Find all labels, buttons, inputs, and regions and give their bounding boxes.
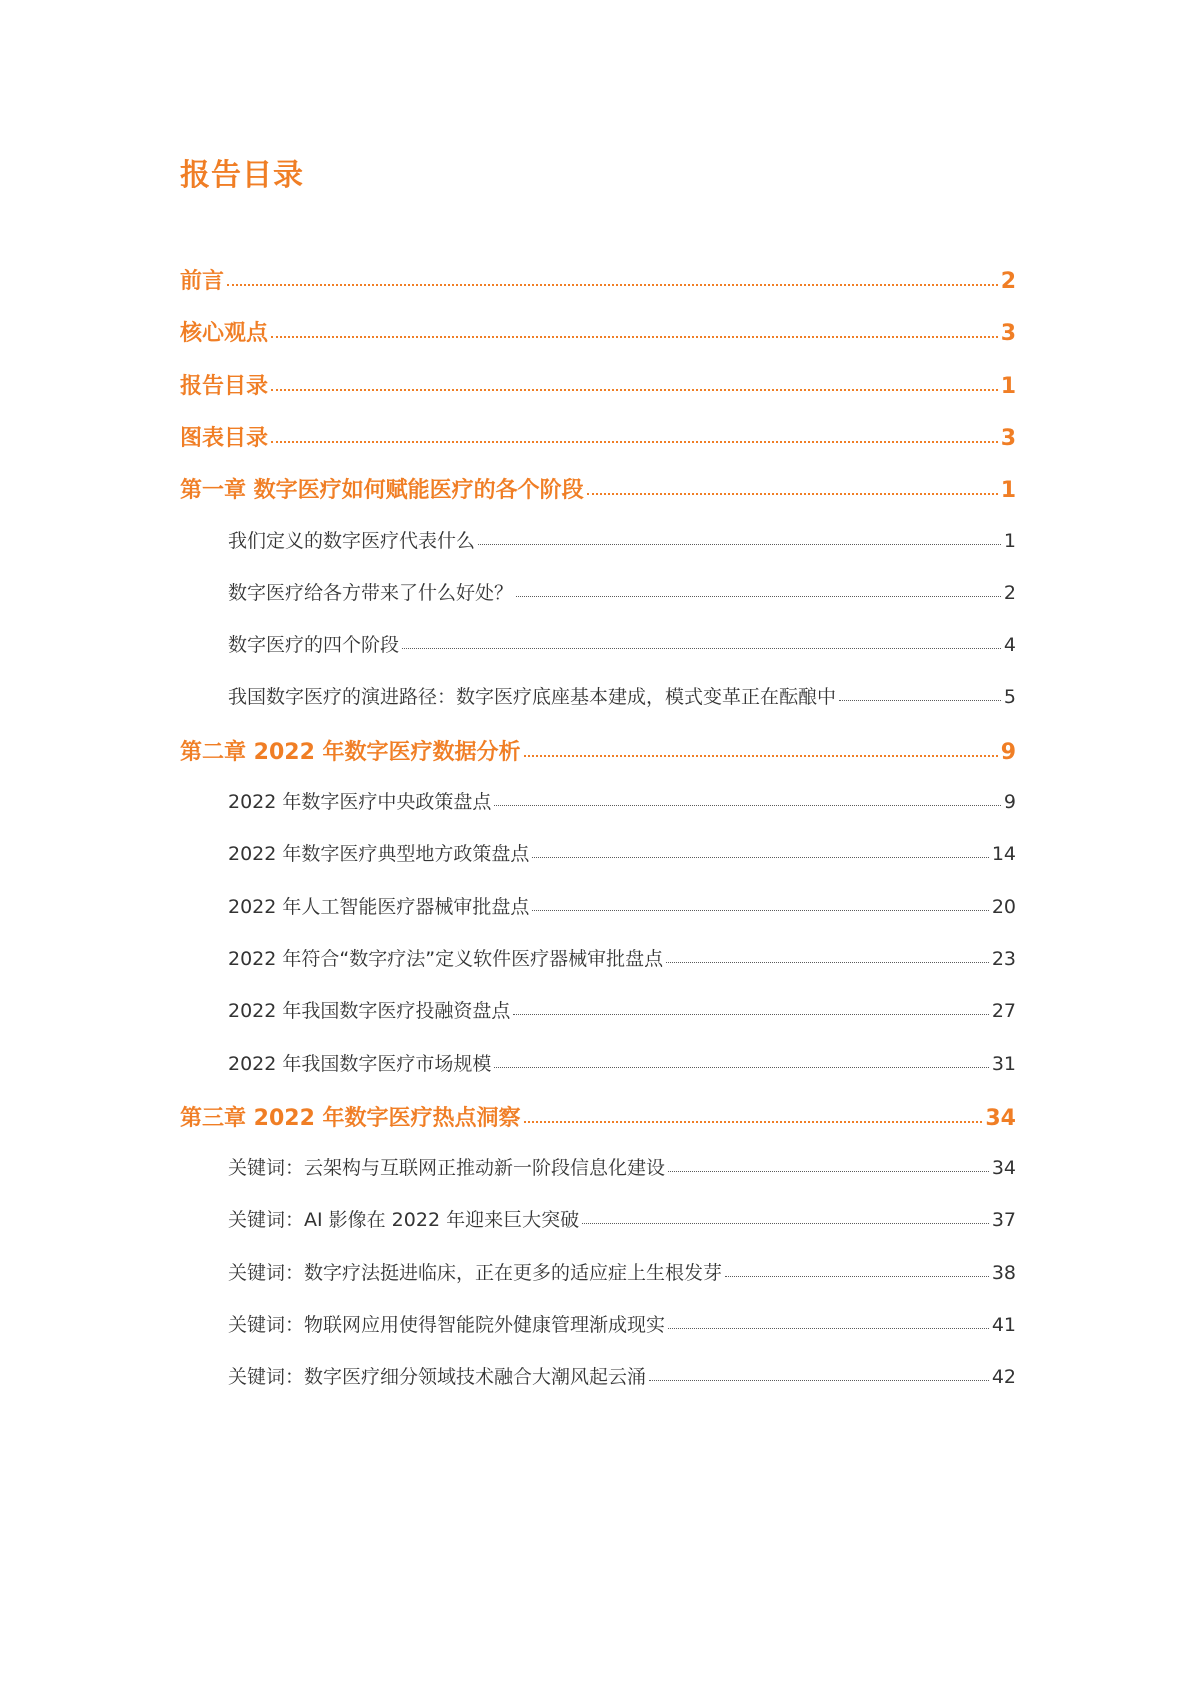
dot-leader [532, 910, 988, 911]
toc-entry-title: 我国数字医疗的演进路径：数字医疗底座基本建成，模式变革正在酝酿中 [228, 686, 837, 709]
toc-entry-page-number: 20 [991, 895, 1016, 918]
dot-leader [271, 441, 998, 443]
dot-leader [582, 1223, 989, 1224]
toc-section-entry[interactable] [228, 1205, 1016, 1232]
toc-section-entry[interactable] [228, 996, 1016, 1023]
toc-entry-page-number: 38 [991, 1261, 1016, 1284]
toc-chapter-entry[interactable] [180, 735, 1016, 766]
page-title: 报告目录 [180, 158, 304, 193]
toc-section-entry[interactable] [228, 1049, 1016, 1076]
toc-section-entry[interactable] [228, 578, 1016, 605]
dot-leader [478, 544, 1001, 545]
toc-entry-title: 第一章 数字医疗如何赋能医疗的各个阶段 [180, 478, 584, 504]
toc-section-entry[interactable] [228, 526, 1016, 553]
toc-entry-page-number: 3 [1000, 321, 1016, 347]
toc-chapter-entry[interactable] [180, 264, 1016, 295]
toc-entry-page-number: 27 [991, 1000, 1016, 1023]
toc-entry-title: 我们定义的数字医疗代表什么 [228, 529, 476, 552]
dot-leader [494, 1067, 988, 1068]
dot-leader [725, 1276, 989, 1277]
toc-entry-title: 关键词：数字医疗细分领域技术融合大潮风起云涌 [228, 1366, 647, 1389]
toc-entry-title: 图表目录 [180, 425, 269, 451]
dot-leader [513, 1014, 988, 1015]
toc-entry-title: 第三章 2022 年数字医疗热点洞察 [180, 1105, 521, 1131]
toc-entry-page-number: 34 [991, 1157, 1016, 1180]
toc-entry-title: 2022 年我国数字医疗市场规模 [228, 1052, 492, 1075]
toc-chapter-entry[interactable] [180, 473, 1016, 504]
toc-entry-page-number: 31 [991, 1052, 1016, 1075]
toc-entry-title: 2022 年我国数字医疗投融资盘点 [228, 1000, 511, 1023]
dot-leader [516, 596, 1001, 597]
toc-section-entry[interactable] [228, 630, 1016, 657]
toc-entry-title: 2022 年数字医疗典型地方政策盘点 [228, 843, 530, 866]
dot-leader [839, 700, 1001, 701]
dot-leader [402, 648, 1001, 649]
toc-entry-page-number: 9 [1000, 739, 1016, 765]
toc-entry-title: 2022 年人工智能医疗器械审批盘点 [228, 895, 530, 918]
dot-leader [271, 389, 998, 391]
toc-section-entry[interactable] [228, 682, 1016, 709]
dot-leader [587, 493, 998, 495]
toc-section-entry[interactable] [228, 1362, 1016, 1389]
toc-entry-page-number: 23 [991, 947, 1016, 970]
toc-chapter-entry[interactable] [180, 369, 1016, 400]
toc-entry-page-number: 2 [1003, 581, 1016, 604]
toc-entry-title: 报告目录 [180, 373, 269, 399]
toc-entry-page-number: 1 [1003, 529, 1016, 552]
toc-entry-page-number: 5 [1003, 686, 1016, 709]
toc-entry-page-number: 1 [1000, 373, 1016, 399]
toc-entry-page-number: 1 [1000, 478, 1016, 504]
dot-leader [666, 962, 989, 963]
toc-entry-page-number: 42 [991, 1366, 1016, 1389]
toc-entry-page-number: 9 [1003, 791, 1016, 813]
toc-chapter-entry[interactable] [180, 316, 1016, 347]
toc-section-entry[interactable] [228, 787, 1016, 814]
toc-section-entry[interactable] [228, 1310, 1016, 1337]
toc-entry-page-number: 41 [991, 1314, 1016, 1336]
toc-entry-page-number: 37 [991, 1209, 1016, 1232]
toc-entry-page-number: 3 [1000, 425, 1016, 451]
dot-leader [649, 1380, 989, 1381]
dot-leader [524, 755, 998, 757]
toc-section-entry[interactable] [228, 839, 1016, 866]
toc-chapter-entry[interactable] [180, 1101, 1016, 1132]
toc-entry-title: 2022 年数字医疗中央政策盘点 [228, 791, 492, 813]
toc-section-entry[interactable] [228, 1153, 1016, 1180]
toc-entry-title: 数字医疗的四个阶段 [228, 634, 400, 657]
dot-leader [668, 1328, 989, 1329]
dot-leader [227, 284, 998, 286]
toc-section-entry[interactable] [228, 1258, 1016, 1285]
toc-section-entry[interactable] [228, 944, 1016, 971]
toc-entry-title: 核心观点 [180, 321, 269, 347]
toc-entry-title: 数字医疗给各方带来了什么好处？ [228, 581, 514, 604]
toc-entry-title: 第二章 2022 年数字医疗数据分析 [180, 739, 521, 765]
toc-entry-title: 前言 [180, 269, 225, 294]
toc-entry-title: 关键词：数字疗法挺进临床，正在更多的适应症上生根发芽 [228, 1261, 723, 1284]
toc-entry-page-number: 14 [991, 843, 1016, 866]
toc-entry-page-number: 4 [1003, 634, 1016, 657]
toc-entry-title: 关键词：AI 影像在 2022 年迎来巨大突破 [228, 1209, 580, 1232]
toc-entry-title: 2022 年符合“数字疗法”定义软件医疗器械审批盘点 [228, 947, 664, 970]
toc-entry-title: 关键词：云架构与互联网正推动新一阶段信息化建设 [228, 1157, 666, 1180]
dot-leader [532, 857, 988, 858]
toc-entry-page-number: 34 [985, 1105, 1016, 1131]
toc-section-entry[interactable] [228, 892, 1016, 919]
dot-leader [668, 1171, 989, 1172]
toc-entry-title: 关键词：物联网应用使得智能院外健康管理渐成现实 [228, 1314, 666, 1336]
toc-chapter-entry[interactable] [180, 421, 1016, 452]
toc-entry-page-number: 2 [1000, 269, 1016, 294]
dot-leader [524, 1121, 983, 1123]
dot-leader [494, 805, 1001, 806]
dot-leader [271, 336, 998, 338]
